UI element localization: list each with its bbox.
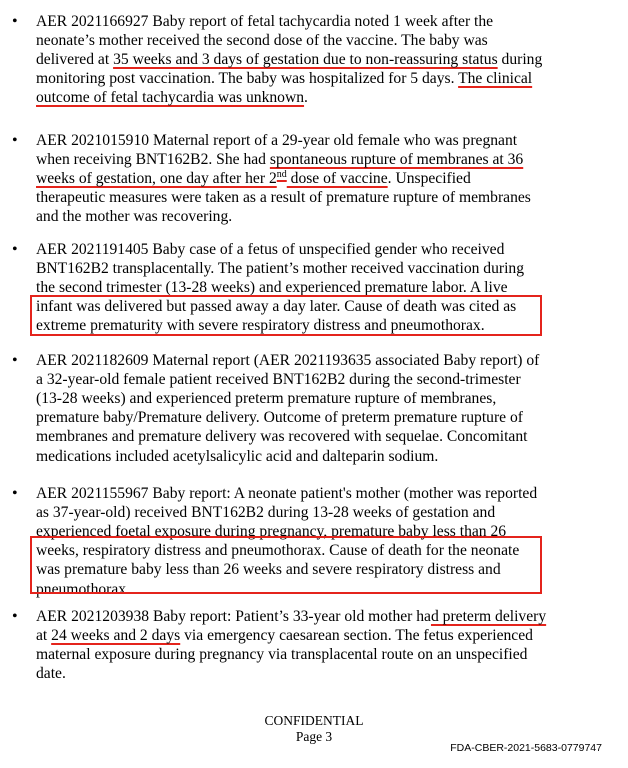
text-run: membranes and premature delivery was recovered with sequelae. Concomitant xyxy=(36,428,528,446)
text-run: weeks, respiratory distress and pneumothorax. Cause of death for the neonate xyxy=(36,542,520,560)
report-line xyxy=(36,351,539,370)
text-run: . Unspecified xyxy=(387,170,471,188)
report-line xyxy=(36,664,66,683)
bullet-icon: • xyxy=(12,132,18,149)
text-run: a 32-year-old female patient received BNT162B2 during the second-trimester xyxy=(36,371,521,389)
report-line xyxy=(36,188,531,207)
report-line xyxy=(36,169,471,188)
report-line xyxy=(36,626,533,645)
text-run: monitoring post vaccination. The baby was hospitalized for 5 days. xyxy=(36,70,459,88)
text-run: neonate’s mother received the second dose of the vaccine. The baby was xyxy=(36,32,488,50)
bullet-icon: • xyxy=(12,485,18,502)
text-run: delivered at xyxy=(36,51,114,69)
highlight-box-death-2 xyxy=(30,536,542,594)
report-line xyxy=(36,31,488,50)
text-run: AER 2021166927 Baby report of fetal tachycardia noted 1 week after the xyxy=(36,13,494,30)
report-line xyxy=(36,69,532,88)
report-item xyxy=(0,607,628,683)
report-line xyxy=(36,408,523,427)
text-run: AER 2021203938 Baby report: Patient’s 33-year old mother ha xyxy=(36,608,431,625)
text-run: during xyxy=(497,51,543,69)
text-run: via emergency caesarean section. The fetus experienced xyxy=(180,627,533,645)
highlight-box-death-1 xyxy=(30,295,542,336)
report-line xyxy=(36,370,521,389)
text-run: . xyxy=(304,89,308,107)
bullet-icon: • xyxy=(12,352,18,369)
bullet-icon: • xyxy=(12,608,18,625)
report-item xyxy=(0,131,628,227)
text-run: AER 2021155967 Baby report: A neonate patient's mother (mother was reported xyxy=(36,485,538,502)
text-run: pneumothorax. xyxy=(36,580,130,598)
report-line xyxy=(36,389,496,408)
underlined-text: nd xyxy=(276,169,287,180)
underlined-text: 35 weeks and 3 days of gestation due to non-reassuring status xyxy=(113,51,498,69)
report-line xyxy=(36,503,495,522)
text-run: AER 2021015910 Maternal report of a 29-year old female who was pregnant xyxy=(36,132,518,149)
report-line xyxy=(36,88,308,107)
text-run: premature baby/Premature delivery. Outcome of preterm premature rupture of xyxy=(36,409,523,427)
text-run: experienced foetal exposure during pregnancy, premature baby less than 26 xyxy=(36,523,507,541)
underlined-text: spontaneous rupture of membranes at 36 xyxy=(269,151,524,169)
text-run: AER 2021191405 Baby case of a fetus of unspecified gender who received xyxy=(36,241,505,258)
footer-confidential: CONFIDENTIAL xyxy=(264,713,364,728)
text-run: maternal exposure during pregnancy via transplacental route on an unspecified xyxy=(36,646,528,664)
footer-page-number: Page 3 xyxy=(295,729,333,744)
text-run: BNT162B2 transplacentally. The patient’s mother received vaccination during xyxy=(36,260,525,278)
report-line xyxy=(36,447,438,466)
text-run: as 37-year-old) received BNT162B2 during 13-28 weeks of gestation and xyxy=(36,504,496,522)
text-run: infant was delivered but passed away a day later. Cause of death was cited as xyxy=(36,298,517,316)
text-run: when receiving BNT162B2. She had xyxy=(36,151,270,169)
report-line xyxy=(36,131,517,150)
report-line xyxy=(36,607,546,626)
report-line xyxy=(36,427,527,446)
report-line xyxy=(36,240,504,259)
report-line xyxy=(36,150,523,169)
text-run: extreme prematurity with severe respiratory distress and pneumothorax. xyxy=(36,317,485,335)
report-line xyxy=(36,12,493,31)
report-line xyxy=(36,207,232,226)
text-run: medications included acetylsalicylic acid and dalteparin sodium. xyxy=(36,447,439,465)
text-run: the second trimester (13-28 weeks) and experienced premature labor. A live xyxy=(36,279,508,297)
document-id: FDA-CBER-2021-5683-0779747 xyxy=(450,742,602,754)
report-item xyxy=(0,351,628,466)
underlined-text: 24 weeks and 2 days xyxy=(51,627,181,645)
report-line xyxy=(36,484,537,503)
text-run: and the mother was recovering. xyxy=(36,208,233,226)
text-run: at xyxy=(36,627,52,645)
report-line xyxy=(36,50,542,69)
bullet-icon: • xyxy=(12,241,18,258)
text-run: date. xyxy=(36,665,66,683)
underlined-text: outcome of fetal tachycardia was unknown xyxy=(36,89,305,107)
report-line xyxy=(36,645,527,664)
text-run: AER 2021182609 Maternal report (AER 2021193635 associated Baby report) of xyxy=(36,352,540,369)
report-line xyxy=(36,259,524,278)
text-run: was premature baby less than 26 weeks and severe respiratory distress and xyxy=(36,561,501,579)
text-run: (13-28 weeks) and experienced preterm premature rupture of membranes, xyxy=(36,390,497,408)
underlined-text: dose of vaccine xyxy=(286,170,388,188)
report-item xyxy=(0,12,628,108)
bullet-icon: • xyxy=(12,13,18,30)
underlined-text: d preterm delivery xyxy=(430,608,547,625)
underlined-text: The clinical xyxy=(458,70,533,88)
underlined-text: weeks of gestation, one day after her 2 xyxy=(36,170,277,188)
text-run: therapeutic measures were taken as a result of premature rupture of membranes xyxy=(36,189,531,207)
